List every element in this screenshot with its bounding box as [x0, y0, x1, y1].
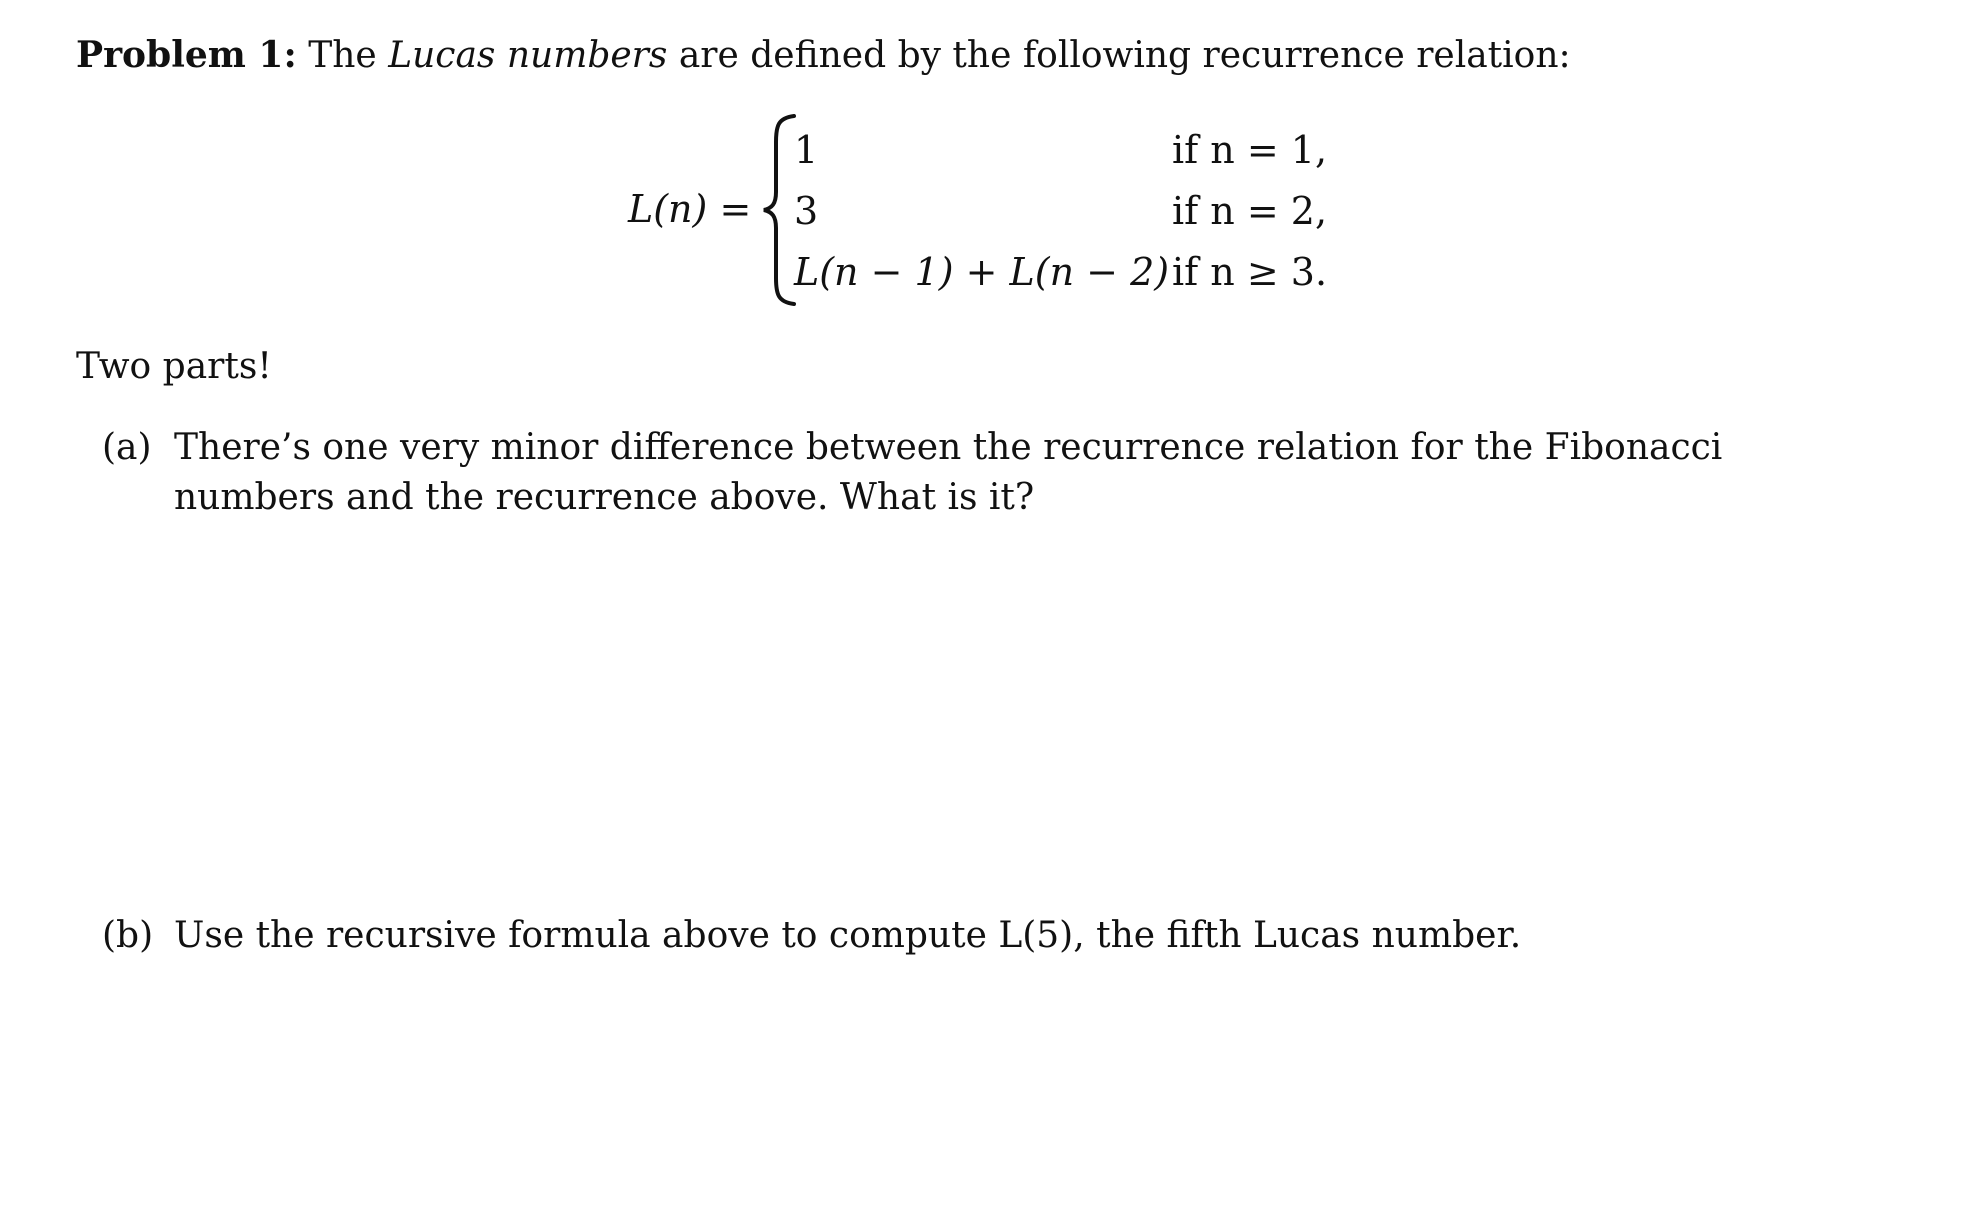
problem-statement	[76, 33, 1571, 78]
case-value: 3	[794, 189, 819, 233]
part-b-text: Use the recursive formula above to compute L(5), the fifth Lucas number.	[174, 915, 1522, 956]
problem-label: Problem 1:	[76, 34, 297, 76]
equation-lhs: L(n) =	[628, 187, 752, 231]
problem-intro-post: are defined by the following recurrence relation:	[678, 35, 1571, 76]
part-a-label: (a)	[102, 427, 152, 468]
case-value: 1	[794, 128, 819, 172]
case-condition: if n = 2,	[1172, 189, 1328, 233]
case-value: L(n − 1) + L(n − 2)	[794, 250, 1170, 294]
part-a-text: There’s one very minor difference between the recurrence relation for the Fibonacci numbers and the recurrence above. What is it?	[174, 427, 1723, 518]
case-condition: if n = 1,	[1172, 128, 1328, 172]
problem-term: Lucas numbers	[388, 35, 668, 76]
problem-intro-pre: The	[308, 35, 377, 76]
two-parts-heading: Two parts!	[76, 346, 272, 387]
part-b-label: (b)	[102, 915, 154, 956]
case-condition: if n ≥ 3.	[1172, 250, 1328, 294]
